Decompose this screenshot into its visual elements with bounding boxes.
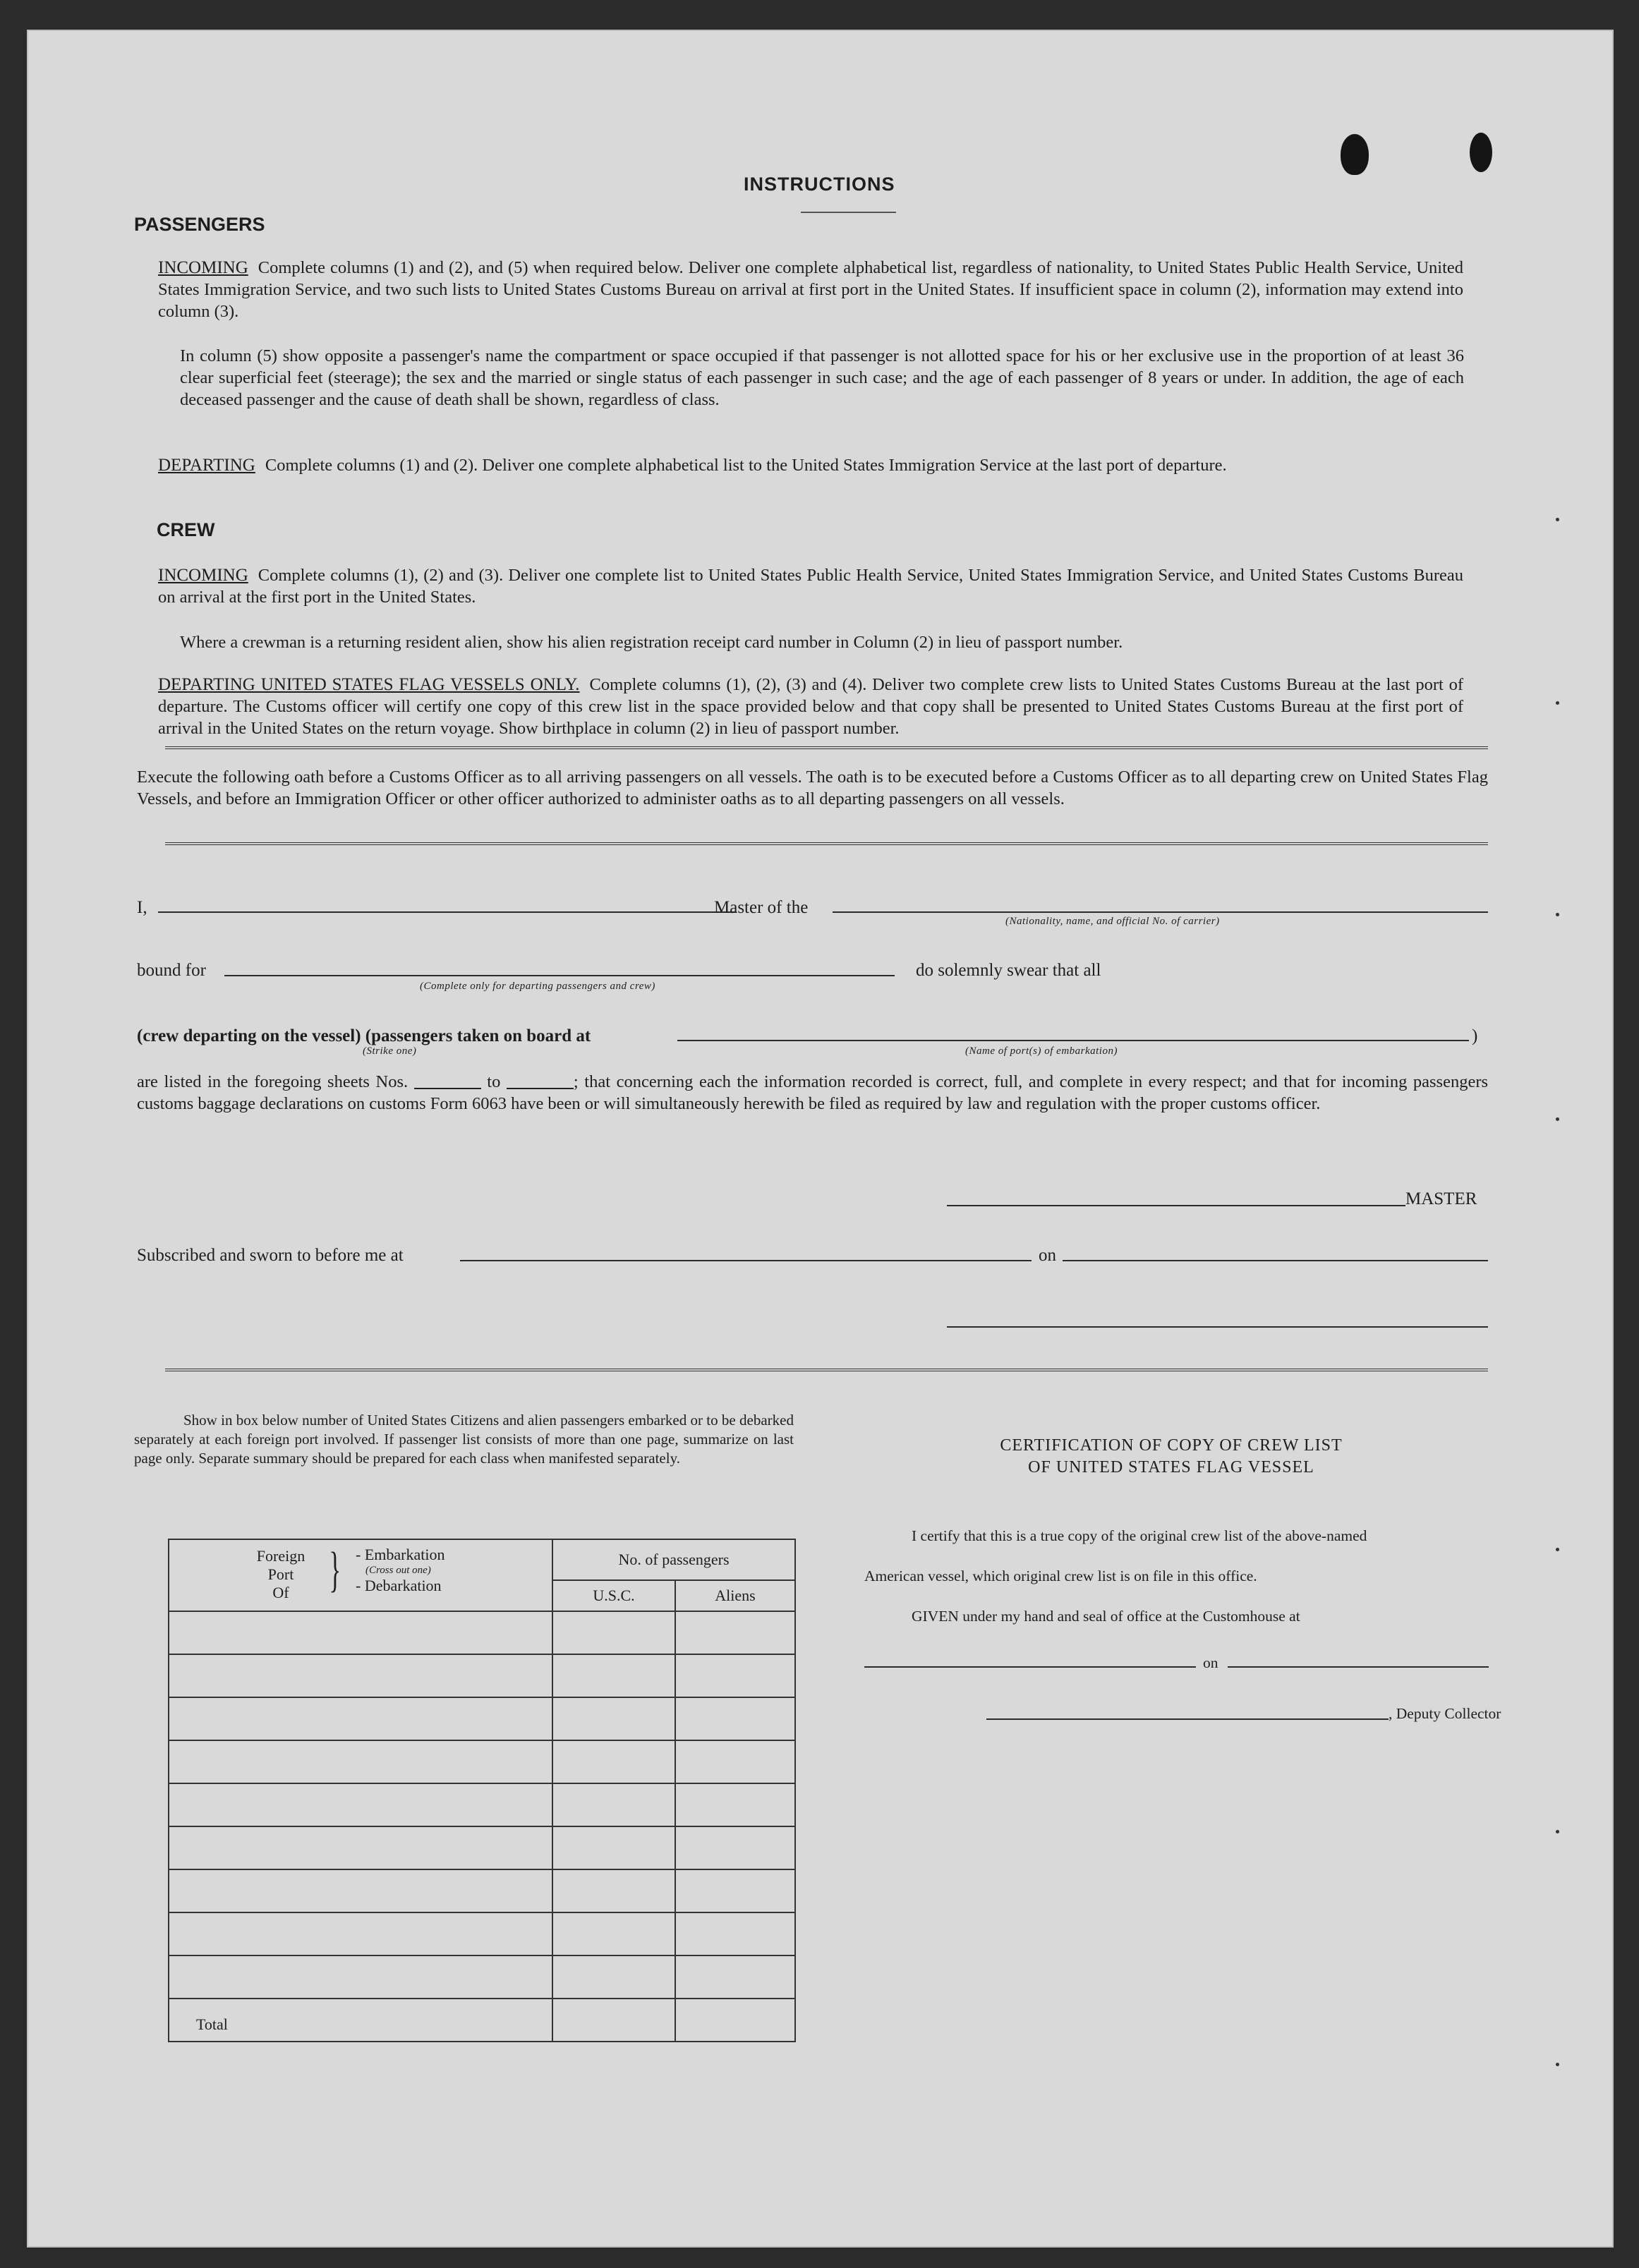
officer-signature-field[interactable] (947, 1326, 1488, 1328)
certify-text: I certify that this is a true copy of the original crew list of the above-named (912, 1527, 1367, 1544)
usc-cell[interactable] (552, 1955, 675, 1999)
crew-departing-strike: (crew departing on the vessel) (passengers taken on board at (137, 1026, 591, 1045)
brace-icon: } (329, 1543, 341, 1597)
listed-suffix: ; that concerning each the information recorded is correct, full, and complete in every respect; and that for incoming passengers customs baggage declarations on customs Form 6063 have been or will simultaneously herewith be filed as required by law and regulation with the proper customs officer. (137, 1072, 1489, 1113)
master-label: MASTER (1405, 1189, 1477, 1208)
usc-cell[interactable] (552, 1654, 675, 1697)
deputy-signature-field[interactable] (986, 1718, 1389, 1720)
crew-departing-label: DEPARTING UNITED STATES FLAG VESSELS ONLY. (158, 675, 580, 694)
usc-cell[interactable] (552, 1783, 675, 1826)
crew-incoming-section (158, 564, 1463, 608)
aliens-cell[interactable] (675, 1912, 795, 1955)
crew-incoming-text: Complete columns (1), (2) and (3). Deliver one complete list to United States Public Health Service, United States Immigration Service, and United States Customs Bureau on arrival at the first port in the United States. (158, 566, 1463, 607)
port-cell[interactable] (169, 1611, 552, 1654)
summary-instructions: Show in box below number of United States Citizens and alien passengers embarked or to be debarked separately at each foreign port involved. If passenger list consists of more than one page, summarize on last page only. Separate summary should be prepared for each class when manifested separately. (134, 1412, 794, 1467)
section-divider (165, 1369, 1488, 1373)
table-row (169, 1826, 795, 1869)
oath-i-label: I, (137, 898, 147, 917)
aliens-cell[interactable] (675, 1740, 795, 1783)
bound-for-field[interactable] (224, 975, 895, 976)
punch-hole-mark (1341, 134, 1369, 175)
usc-total-cell[interactable] (552, 1999, 675, 2042)
foreign-label: Foreign (256, 1547, 306, 1565)
no-of-passengers-header: No. of passengers (552, 1539, 795, 1580)
margin-dot (1556, 1830, 1559, 1833)
passengers-departing-text: Complete columns (1) and (2). Deliver one complete alphabetical list to the United States Immigration Service at the last port of departure. (265, 456, 1227, 475)
deputy-collector-label: , Deputy Collector (1389, 1705, 1501, 1722)
margin-dot (1556, 701, 1559, 705)
port-cell[interactable] (169, 1955, 552, 1999)
port-cell[interactable] (169, 1826, 552, 1869)
customhouse-field[interactable] (864, 1666, 1196, 1668)
margin-dot (1556, 913, 1559, 916)
aliens-cell[interactable] (675, 1955, 795, 1999)
total-label: Total (169, 1999, 552, 2042)
passengers-incoming-label: INCOMING (158, 258, 248, 277)
usc-cell[interactable] (552, 1826, 675, 1869)
passengers-incoming-text: Complete columns (1) and (2), and (5) when required below. Deliver one complete alphabetical list, regardless of nationality, to United States Public Health Service, United States Immigration Service, and two such lists to United States Customs Bureau on arrival at first port in the United States. If insufficient space in column (2), information may extend into column (3). (158, 258, 1463, 321)
certification-title-line2: OF UNITED STATES FLAG VESSEL (1028, 1458, 1314, 1476)
usc-cell[interactable] (552, 1869, 675, 1912)
strike-one-caption: (Strike one) (363, 1045, 417, 1057)
table-row (169, 1955, 795, 1999)
aliens-cell[interactable] (675, 1783, 795, 1826)
margin-dot (1556, 2063, 1559, 2066)
master-signature-field[interactable] (947, 1205, 1405, 1206)
title-underline (801, 212, 896, 213)
form-sheet (28, 31, 1612, 2246)
table-row (169, 1697, 795, 1740)
port-cell[interactable] (169, 1869, 552, 1912)
port-cell[interactable] (169, 1654, 552, 1697)
passenger-summary-table (168, 1539, 796, 2042)
subscribed-label: Subscribed and sworn to before me at (137, 1246, 404, 1265)
total-row (169, 1999, 795, 2042)
margin-dot (1556, 518, 1559, 521)
usc-header: U.S.C. (552, 1580, 675, 1611)
crew-heading: CREW (157, 519, 215, 540)
margin-dot (1556, 1548, 1559, 1551)
foreign-port-of (253, 1547, 309, 1602)
passengers-incoming-section (158, 257, 1463, 322)
ports-caption: (Name of port(s) of embarkation) (965, 1045, 1118, 1057)
bound-for-caption: (Complete only for departing passengers and crew) (420, 981, 655, 992)
embarkation-ports-field[interactable] (677, 1040, 1469, 1041)
listed-statement (137, 1071, 1488, 1115)
aliens-cell[interactable] (675, 1611, 795, 1654)
carrier-field[interactable] (833, 911, 1488, 913)
crew-resident-text: Where a crewman is a returning resident alien, show his alien registration receipt card number in Column (2) in lieu of passport number. (180, 633, 1123, 652)
aliens-cell[interactable] (675, 1869, 795, 1912)
bound-for-label: bound for (137, 961, 206, 980)
table-row (169, 1611, 795, 1654)
master-name-field[interactable] (158, 911, 737, 913)
listed-to: to (487, 1072, 501, 1091)
aliens-header: Aliens (675, 1580, 795, 1611)
listed-prefix: are listed in the foregoing sheets Nos. (137, 1072, 409, 1091)
passengers-departing-label: DEPARTING (158, 456, 255, 475)
passengers-heading: PASSENGERS (134, 214, 265, 235)
embark-debark-options (356, 1547, 444, 1594)
sworn-place-field[interactable] (460, 1260, 1032, 1261)
punch-hole-mark (1470, 133, 1492, 172)
port-label: Port (267, 1565, 294, 1583)
sworn-date-field[interactable] (1063, 1260, 1488, 1261)
table-row (169, 1654, 795, 1697)
usc-cell[interactable] (552, 1740, 675, 1783)
certification-title (854, 1435, 1489, 1479)
oath-intro: Execute the following oath before a Customs Officer as to all arriving passengers on all vessels. The oath is to be executed before a Customs Officer as to all departing crew on United States Flag Vessels, and before an Immigration Officer or other officer authorized to administer oaths as to all departing passengers on all vessels. (137, 768, 1488, 808)
swear-label: do solemnly swear that all (916, 961, 1101, 980)
close-paren: ) (1472, 1026, 1478, 1045)
aliens-cell[interactable] (675, 1697, 795, 1740)
table-row (169, 1740, 795, 1783)
certification-date-field[interactable] (1228, 1666, 1489, 1668)
master-of-label: Master of the (714, 898, 809, 917)
crew-departing-text: Complete columns (1), (2), (3) and (4). Deliver two complete crew lists to United States Customs Bureau at the last port of departure. The Customs officer will certify one copy of this crew list in the space provided below and that copy shall be presented to United States Customs Bureau at the first port of arrival in the United States on the return voyage. Show birthplace in column (2) in lieu of passport number. (158, 675, 1463, 738)
aliens-cell[interactable] (675, 1654, 795, 1697)
port-cell[interactable] (169, 1697, 552, 1740)
cross-out-label: (Cross out one) (365, 1565, 431, 1576)
port-cell[interactable] (169, 1912, 552, 1955)
debarkation-label: - Debarkation (356, 1577, 442, 1594)
aliens-cell[interactable] (675, 1826, 795, 1869)
usc-cell[interactable] (552, 1611, 675, 1654)
given-text: GIVEN under my hand and seal of office at the Customhouse at (912, 1608, 1300, 1625)
margin-dot (1556, 1117, 1559, 1121)
page-title: INSTRUCTIONS (744, 174, 895, 195)
sworn-on-label: on (1039, 1246, 1056, 1265)
passengers-departing-section (158, 454, 1463, 476)
usc-cell[interactable] (552, 1697, 675, 1740)
sheet-to-field[interactable] (507, 1088, 574, 1089)
table-row (169, 1912, 795, 1955)
port-header-cell (169, 1539, 552, 1611)
certification-on-label: on (1203, 1654, 1218, 1671)
embarkation-label: - Embarkation (356, 1546, 445, 1563)
port-cell[interactable] (169, 1783, 552, 1826)
american-vessel-text: American vessel, which original crew list is on file in this office. (864, 1567, 1257, 1584)
aliens-total-cell[interactable] (675, 1999, 795, 2042)
section-divider (165, 746, 1488, 751)
table-row (169, 1869, 795, 1912)
section-divider (165, 842, 1488, 847)
usc-cell[interactable] (552, 1912, 675, 1955)
crew-departing-section (158, 674, 1463, 739)
certification-title-line1: CERTIFICATION OF COPY OF CREW LIST (1000, 1436, 1343, 1455)
sheet-from-field[interactable] (414, 1088, 481, 1089)
table-row (169, 1783, 795, 1826)
crew-incoming-label: INCOMING (158, 566, 248, 585)
carrier-caption: (Nationality, name, and official No. of carrier) (1005, 916, 1220, 927)
column5-text: In column (5) show opposite a passenger's name the compartment or space occupied if that passenger is not allotted space for his or her exclusive use in the proportion of at least 36 clear superficial feet (steerage); the sex and the married or single status of each passenger in such case; and the age of each passenger of 8 years or under. In addition, the age of each deceased passenger and the cause of death shall be shown, regardless of class. (180, 346, 1464, 409)
port-cell[interactable] (169, 1740, 552, 1783)
of-label: Of (272, 1584, 289, 1601)
